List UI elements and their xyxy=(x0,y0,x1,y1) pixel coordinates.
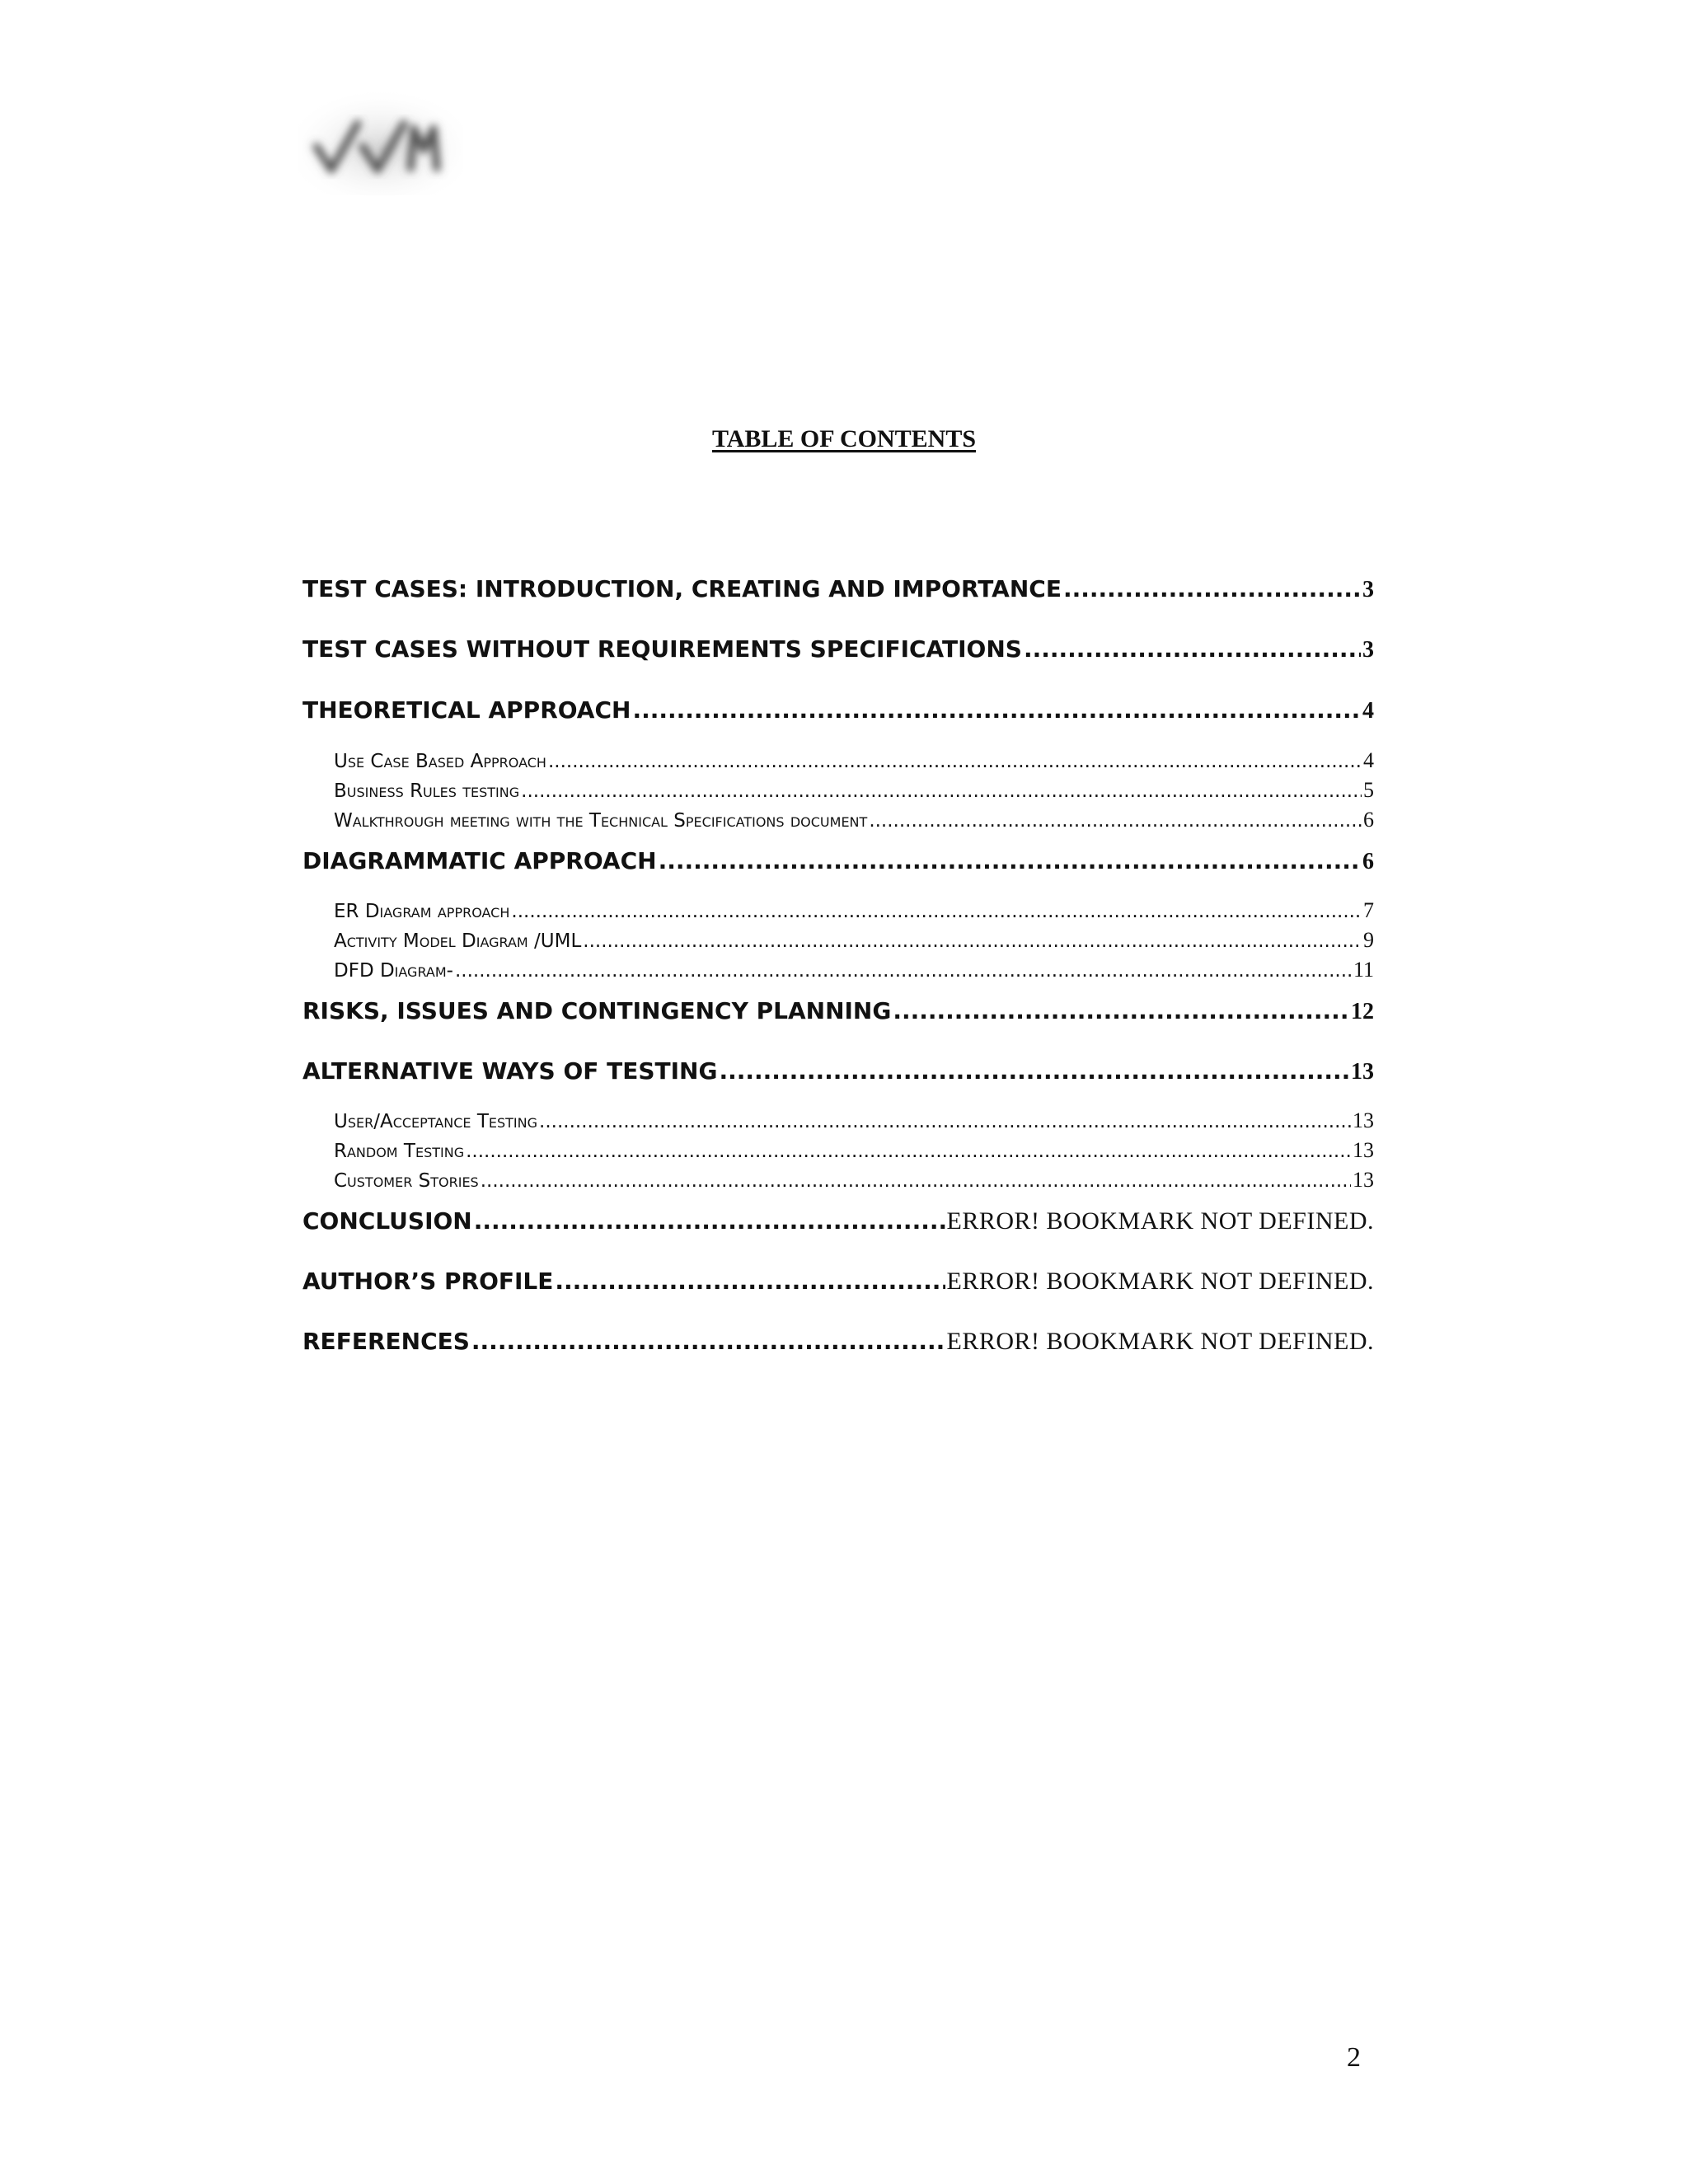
toc-entry-label: AUTHOR’S PROFILE xyxy=(302,1268,554,1295)
toc-entry-page: 3 xyxy=(1362,637,1374,663)
toc-entry-label: Customer Stories xyxy=(334,1170,479,1192)
toc-entry-page: 11 xyxy=(1353,958,1374,982)
toc-entry-page: 6 xyxy=(1362,849,1374,874)
toc-entry-page: 9 xyxy=(1363,928,1374,952)
dot-leader xyxy=(659,847,1361,874)
dot-leader xyxy=(466,1141,1351,1162)
toc-entry-page: 4 xyxy=(1363,748,1374,772)
dot-leader xyxy=(481,1170,1351,1192)
toc-entry-label: Use Case Based Approach xyxy=(334,751,546,772)
dot-leader xyxy=(555,1268,945,1295)
toc-entry-label: DIAGRAMMATIC APPROACH xyxy=(302,847,657,874)
dot-leader xyxy=(719,1057,1349,1085)
toc-entry[interactable] xyxy=(302,635,1374,668)
toc-subentry[interactable] xyxy=(334,898,1374,925)
dot-leader xyxy=(583,930,1362,952)
toc-entry-page: 13 xyxy=(1353,1108,1374,1132)
toc-entry-label: REFERENCES xyxy=(302,1328,470,1355)
toc-entry-label: Activity Model Diagram /UML xyxy=(334,930,582,952)
toc-subentry[interactable] xyxy=(334,1138,1374,1165)
toc-entry-label: CONCLUSION xyxy=(302,1207,472,1235)
toc-entry-page: 7 xyxy=(1363,898,1374,922)
toc-entry[interactable] xyxy=(302,1207,1374,1240)
toc-entry-page: ERROR! BOOKMARK NOT DEFINED. xyxy=(946,1268,1374,1295)
dot-leader xyxy=(471,1328,945,1355)
dot-leader xyxy=(1063,575,1361,602)
toc-entry-label: TEST CASES WITHOUT REQUIREMENTS SPECIFICATIONS xyxy=(302,635,1022,663)
toc-entry-label: User/Acceptance Testing xyxy=(334,1111,538,1132)
toc-subentry[interactable] xyxy=(334,778,1374,804)
toc-entry[interactable] xyxy=(302,847,1374,880)
toc-subentry[interactable] xyxy=(334,1108,1374,1135)
dot-leader xyxy=(521,780,1362,802)
toc-entry-label: DFD Diagram- xyxy=(334,960,453,982)
toc-entry-page: ERROR! BOOKMARK NOT DEFINED. xyxy=(946,1328,1374,1355)
toc-entry-page: 4 xyxy=(1362,698,1374,724)
toc-entry-page: 5 xyxy=(1363,778,1374,802)
toc-entry-page: 3 xyxy=(1362,577,1374,602)
dot-leader xyxy=(893,997,1349,1024)
toc-entry[interactable] xyxy=(302,1328,1374,1361)
toc-entry-label: TEST CASES: INTRODUCTION, CREATING AND IMPORTANCE xyxy=(302,575,1062,602)
toc-subentry[interactable] xyxy=(334,1168,1374,1194)
toc-entry-label: Business Rules testing xyxy=(334,780,520,802)
toc-entry[interactable] xyxy=(302,1268,1374,1301)
jjm-logo-icon xyxy=(298,92,463,195)
toc-entry-page: ERROR! BOOKMARK NOT DEFINED. xyxy=(946,1207,1374,1235)
toc-entry[interactable] xyxy=(302,575,1374,608)
dot-leader xyxy=(474,1207,945,1235)
page-number: 2 xyxy=(1347,2042,1361,2073)
dot-leader xyxy=(511,901,1362,922)
logo xyxy=(298,92,463,195)
toc-heading xyxy=(0,425,1688,453)
toc-entry[interactable] xyxy=(302,1057,1374,1090)
page-title: TABLE OF CONTENTS xyxy=(711,425,977,452)
toc-entry-page: 13 xyxy=(1353,1168,1374,1192)
toc-entry-page: 13 xyxy=(1353,1138,1374,1162)
toc-entry-label: THEORETICAL APPROACH xyxy=(302,696,631,724)
toc-entry-page: 13 xyxy=(1351,1059,1374,1085)
toc-entry-label: ALTERNATIVE WAYS OF TESTING xyxy=(302,1057,718,1085)
dot-leader xyxy=(1024,635,1361,663)
dot-leader xyxy=(548,751,1362,772)
toc-subentry[interactable] xyxy=(334,808,1374,834)
dot-leader xyxy=(869,810,1362,832)
dot-leader xyxy=(632,696,1361,724)
toc-entry-label: ER Diagram approach xyxy=(334,901,510,922)
toc-subentry[interactable] xyxy=(334,928,1374,954)
toc-entry-label: Walkthrough meeting with the Technical Specifications document xyxy=(334,810,868,832)
toc-subentry[interactable] xyxy=(334,958,1374,984)
toc-entry-page: 12 xyxy=(1351,999,1374,1024)
toc-subentry[interactable] xyxy=(334,748,1374,775)
toc-entry-page: 6 xyxy=(1363,808,1374,832)
dot-leader xyxy=(539,1111,1351,1132)
toc-entry[interactable] xyxy=(302,696,1374,729)
toc-entry-label: RISKS, ISSUES AND CONTINGENCY PLANNING xyxy=(302,997,892,1024)
toc-entry-label: Random Testing xyxy=(334,1141,465,1162)
dot-leader xyxy=(455,960,1352,982)
toc-entry[interactable] xyxy=(302,997,1374,1030)
